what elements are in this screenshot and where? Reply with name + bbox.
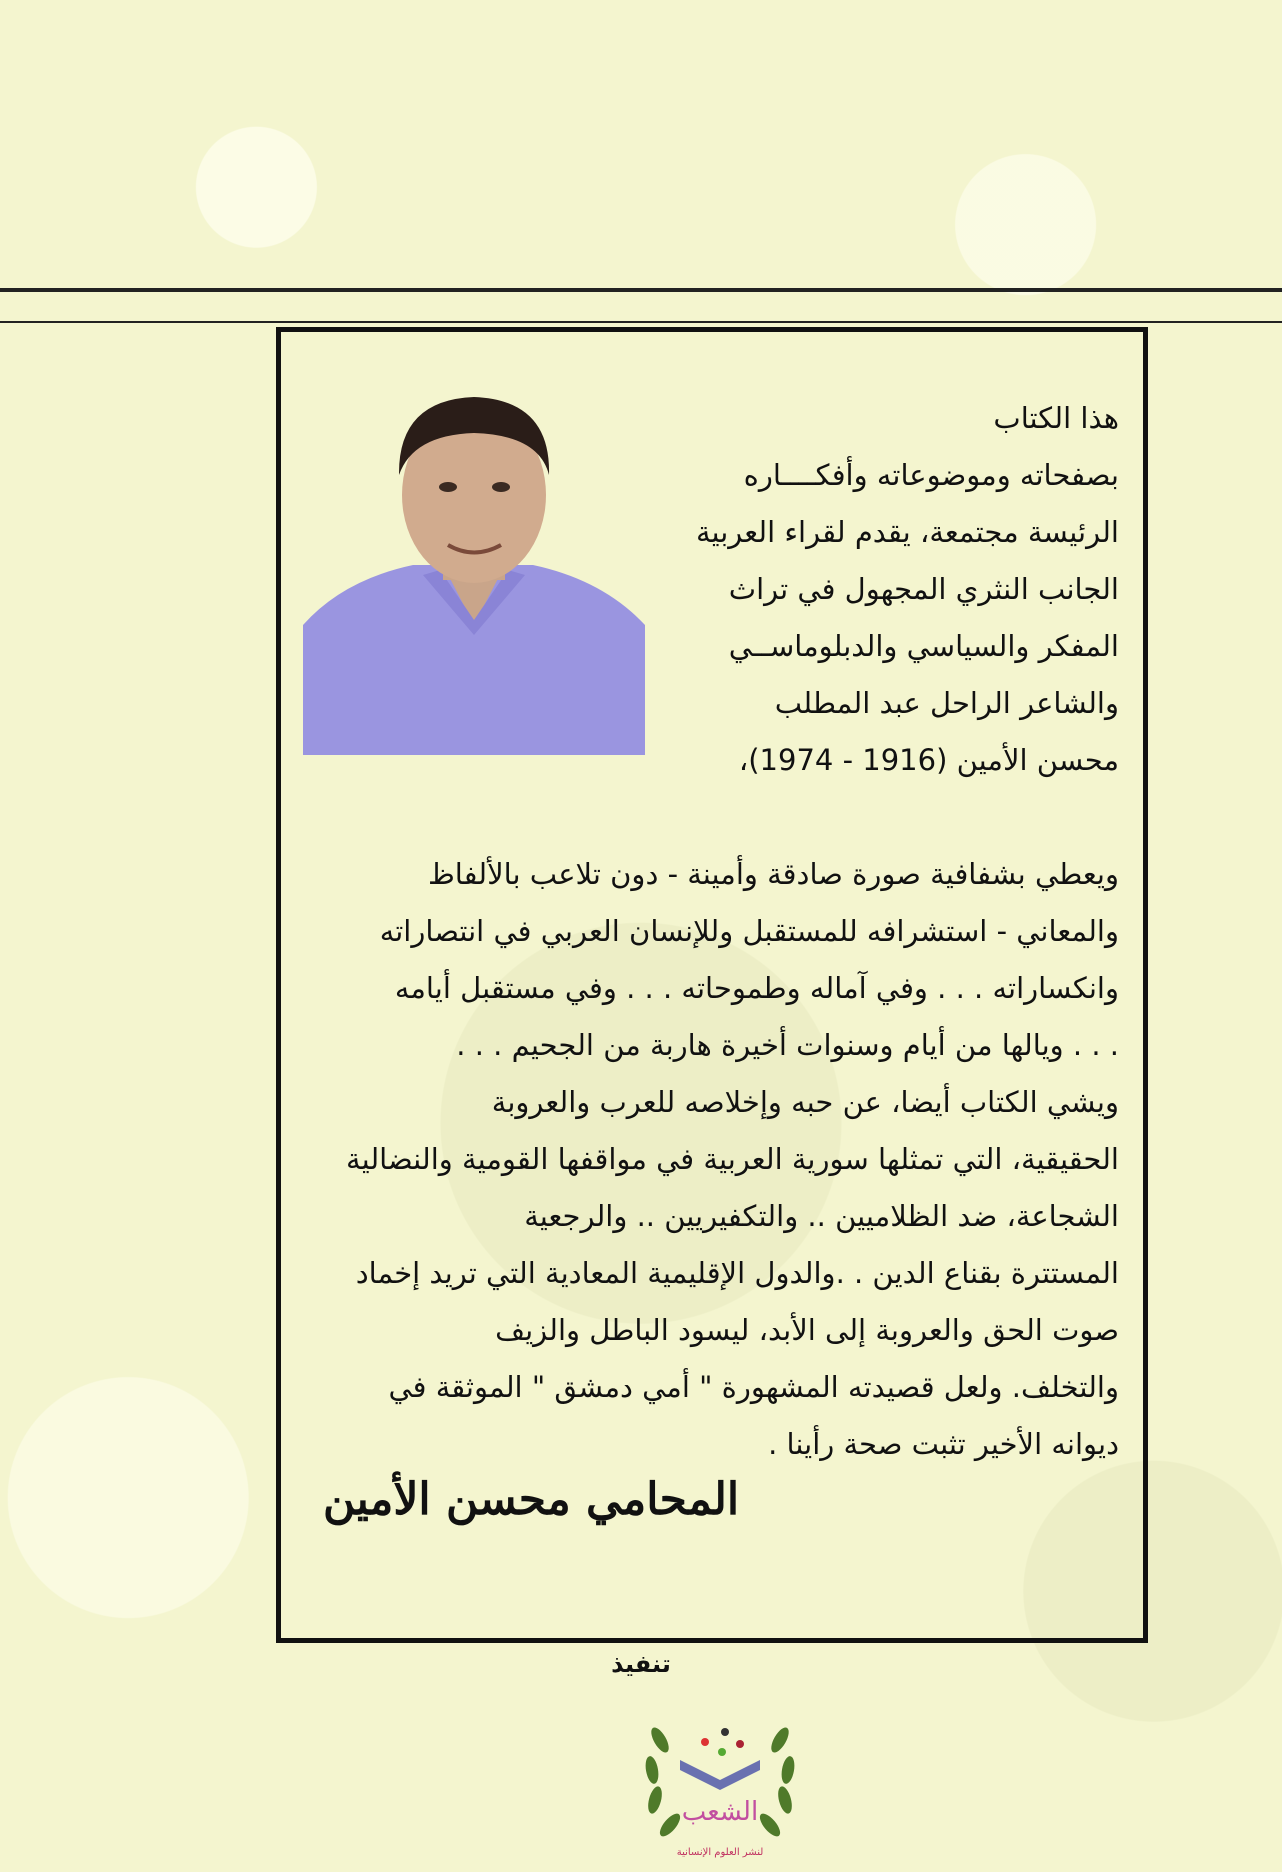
- intro-line: محسن الأمين (1916 - 1974)،: [738, 743, 1119, 777]
- body-line: . . . ويالها من أيام وسنوات أخيرة هاربة من الجحيم . . .: [456, 1028, 1119, 1062]
- body-line: الحقيقية، التي تمثلها سورية العربية في مواقفها القومية والنضالية: [346, 1142, 1119, 1176]
- body-line: ويعطي بشفافية صورة صادقة وأمينة - دون تلاعب بالألفاظ: [427, 857, 1119, 891]
- top-rule-thick: [0, 288, 1282, 292]
- author-photo: [303, 375, 645, 755]
- intro-line: الرئيسة مجتمعة، يقدم لقراء العربية: [695, 515, 1119, 549]
- body-line: والتخلف. ولعل قصيدته المشهورة " أمي دمشق " الموثقة في: [388, 1370, 1119, 1404]
- body-paragraph: [303, 846, 1119, 1473]
- body-line: صوت الحق والعروبة إلى الأبد، ليسود الباطل والزيف: [495, 1313, 1119, 1347]
- body-line: المستترة بقناع الدين . .والدول الإقليمية المعادية التي تريد إخماد: [355, 1256, 1119, 1290]
- svg-text:لنشر العلوم الإنسانية: لنشر العلوم الإنسانية: [676, 1847, 764, 1858]
- top-rule-thin: [0, 321, 1282, 323]
- intro-line: هذا الكتاب: [993, 401, 1119, 435]
- intro-line: بصفحاته وموضوعاته وأفكــــاره: [743, 458, 1119, 492]
- svg-text:الشعب: الشعب: [681, 1797, 759, 1827]
- body-line: ديوانه الأخير تثبت صحة رأينا .: [768, 1427, 1119, 1461]
- body-line: الشجاعة، ضد الظلاميين .. والتكفيريين .. والرجعية: [524, 1199, 1119, 1233]
- body-line: وانكساراته . . . وفي آماله وطموحاته . . . وفي مستقبل أيامه: [394, 971, 1119, 1005]
- author-signature: المحامي محسن الأمين: [323, 1474, 740, 1525]
- body-line: ويشي الكتاب أيضا، عن حبه وإخلاصه للعرب والعروبة: [491, 1085, 1119, 1119]
- intro-paragraph: [689, 390, 1119, 789]
- intro-line: المفكر والسياسي والدبلوماســي: [728, 629, 1119, 663]
- intro-line: والشاعر الراحل عبد المطلب: [774, 686, 1119, 720]
- intro-line: الجانب النثري المجهول في تراث: [728, 572, 1119, 606]
- publisher-logo: [630, 1680, 810, 1870]
- execution-label: تنفيذ: [611, 1650, 671, 1678]
- text-frame: [276, 327, 1148, 1643]
- body-line: والمعاني - استشرافه للمستقبل وللإنسان العربي في انتصاراته: [379, 914, 1119, 948]
